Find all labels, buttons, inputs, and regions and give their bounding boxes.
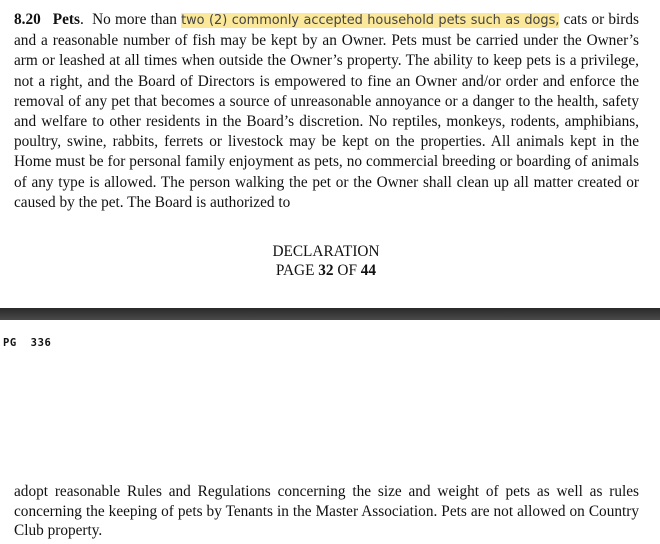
section-title: Pets [52,11,80,28]
section-title-punctuation: . [79,11,84,28]
footer-page-total: 44 [360,262,377,279]
page-break-divider [0,308,660,320]
footer-of-word: OF [333,262,361,279]
section-text-body: cats or birds and a reasonable number of fish may be kept by an Owner. Pets must be carried under the Owner’s arm or leashed at all times when outside the Owner’s property. The ability to keep pets is a privilege, not a right, and the Board of Directors is empowered to fine an Owner and/or order and enforce the removal of any pet that becomes a source of unreasonable annoyance or a danger to the health, safety and welfare to other residents in the Board’s discretion. No reptiles, monkeys, rodents, amphibians, poultry, swine, rabbits, ferrets or livestock may be kept on the properties. All animals kept in the Home must be for personal family enjoyment as pets, no commercial breeding or boarding of animals of any type is allowed. The person walking the pet or the Owner shall clean up all matter created or caused by the pet. The Board is authorized to [14,11,640,211]
page-footer [0,242,652,280]
footer-page-indicator [0,261,652,280]
section-8-20-paragraph [14,10,639,213]
footer-title: DECLARATION [272,243,380,260]
footer-page-word: PAGE [275,262,319,279]
continuation-paragraph: adopt reasonable Rules and Regulations concerning the size and weight of pets as well as rules concerning the keeping of pets by Tenants in the Master Association. Pets are not allowed on Country Club property. [14,483,639,539]
document-page-lower [0,320,660,544]
footer-page-number: 32 [318,262,334,279]
section-text-lead: No more than [92,11,182,28]
section-number: 8.20 [14,11,41,28]
highlighted-text: two (2) commonly accepted household pets such as dogs, [181,13,560,28]
recording-page-stamp: PG 336 [3,337,52,349]
